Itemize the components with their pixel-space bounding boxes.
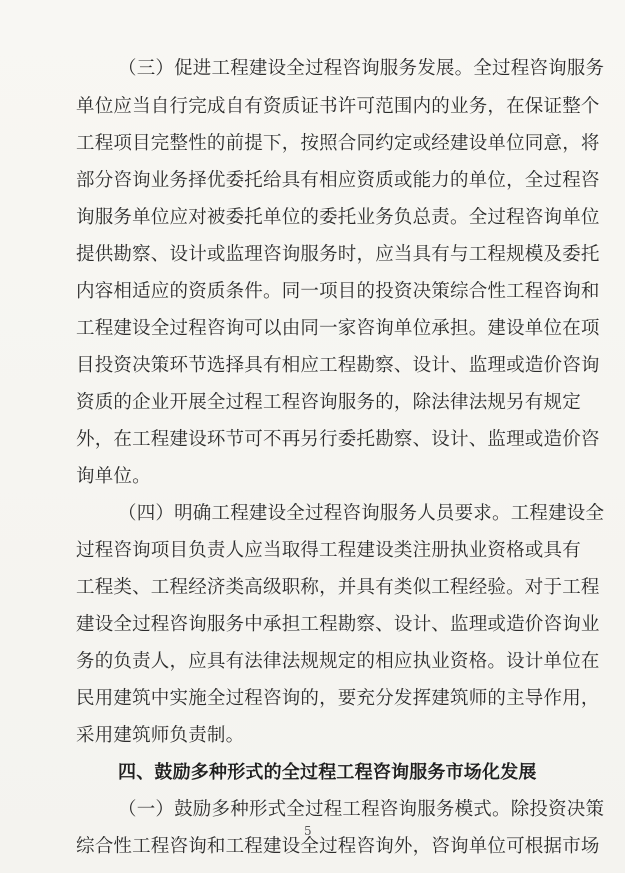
paragraph-line: 综合性工程咨询和工程建设全过程咨询外，咨询单位可根据市场 [76, 836, 600, 857]
paragraph-line: 过程咨询项目负责人应当取得工程建设类注册执业资格或具有 [76, 540, 581, 561]
paragraph-line: 询服务单位应对被委托单位的委托业务负总责。全过程咨询单位 [76, 207, 600, 228]
paragraph-line: 工程项目完整性的前提下，按照合同约定或经建设单位同意，将 [76, 133, 600, 154]
page-number: 5 [304, 824, 312, 838]
paragraph-line: 务的负责人，应具有法律法规规定的相应执业资格。设计单位在 [76, 651, 600, 672]
paragraph-line: 提供勘察、设计或监理咨询服务时，应当具有与工程规模及委托 [76, 244, 600, 265]
paragraph-line: 外，在工程建设环节可不再另行委托勘察、设计、监理或造价咨 [76, 429, 600, 450]
paragraph-line: 建设全过程咨询服务中承担工程勘察、设计、监理或造价咨询业 [76, 614, 600, 635]
paragraph-line: 采用建筑师负责制。 [76, 725, 245, 746]
paragraph-line: 资质的企业开展全过程工程咨询服务的，除法律法规另有规定 [76, 392, 581, 413]
paragraph-line: 工程类、工程经济类高级职称，并具有类似工程经验。对于工程 [76, 577, 600, 598]
paragraph-line: 询单位。 [76, 466, 151, 487]
paragraph-line: 目投资决策环节选择具有相应工程勘察、设计、监理或造价咨询 [76, 355, 600, 376]
paragraph-line: 单位应当自行完成自有资质证书许可范围内的业务，在保证整个 [76, 96, 600, 117]
paragraph-line: （三）促进工程建设全过程咨询服务发展。全过程咨询服务 [118, 58, 605, 79]
section-heading: 四、鼓励多种形式的全过程工程咨询服务市场化发展 [118, 762, 537, 783]
paragraph-line: （一）鼓励多种形式全过程工程咨询服务模式。除投资决策 [118, 799, 605, 820]
paragraph-line: （四）明确工程建设全过程咨询服务人员要求。工程建设全 [118, 503, 605, 524]
paragraph-line: 工程建设全过程咨询可以由同一家咨询单位承担。建设单位在项 [76, 318, 600, 339]
paragraph-line: 内容相适应的资质条件。同一项目的投资决策综合性工程咨询和 [76, 281, 600, 302]
paragraph-line: 部分咨询业务择优委托给具有相应资质或能力的单位，全过程咨 [76, 170, 600, 191]
paragraph-line: 民用建筑中实施全过程咨询的，要充分发挥建筑师的主导作用， [76, 688, 600, 709]
